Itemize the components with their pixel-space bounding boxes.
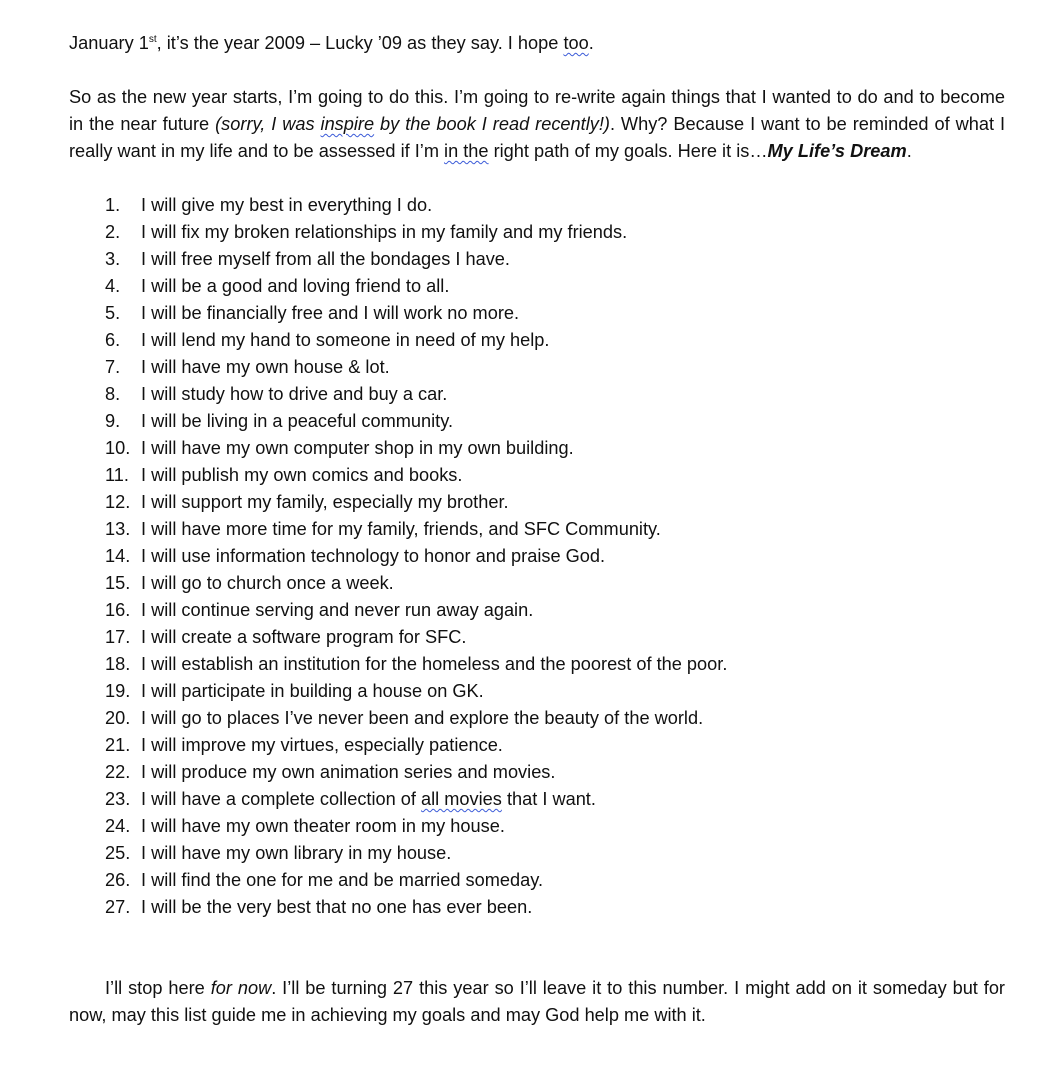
- list-text: I will find the one for me and be married someday.: [141, 870, 544, 890]
- list-number: 2.: [105, 222, 121, 242]
- closing-paragraph: I’ll stop here for now. I’ll be turning 27 this year so I’ll leave it to this number. I might add on it someday but for now, may this list guide me in achieving my goals and may God help me with it.: [69, 978, 1005, 1025]
- dream-list: [69, 192, 1005, 921]
- list-text: I will publish my own comics and books.: [141, 465, 463, 485]
- list-item: [69, 462, 1005, 489]
- list-item: [69, 894, 1005, 921]
- list-text: I will free myself from all the bondages I have.: [141, 249, 510, 269]
- list-number: 17.: [105, 627, 131, 647]
- list-item: [69, 705, 1005, 732]
- list-number: 14.: [105, 546, 131, 566]
- list-number: 6.: [105, 330, 121, 350]
- list-number: 26.: [105, 870, 131, 890]
- list-item: [69, 678, 1005, 705]
- list-text: I will improve my virtues, especially patience.: [141, 735, 503, 755]
- grammar-flag-in-the[interactable]: in the: [444, 141, 489, 161]
- list-item: [69, 624, 1005, 651]
- list-number: 24.: [105, 816, 131, 836]
- list-number: 20.: [105, 708, 131, 728]
- list-text: I will have my own house & lot.: [141, 357, 390, 377]
- list-text: I will have my own computer shop in my own building.: [141, 438, 574, 458]
- list-number: 16.: [105, 600, 131, 620]
- list-number: 4.: [105, 276, 121, 296]
- list-number: 10.: [105, 438, 131, 458]
- list-text: I will establish an institution for the homeless and the poorest of the poor.: [141, 654, 728, 674]
- list-number: 11.: [105, 465, 129, 485]
- list-text: I will give my best in everything I do.: [141, 195, 433, 215]
- list-item: [69, 192, 1005, 219]
- list-number: 18.: [105, 654, 131, 674]
- list-item: [69, 597, 1005, 624]
- list-item: [69, 354, 1005, 381]
- list-number: 23.: [105, 789, 131, 809]
- list-number: 1.: [105, 195, 121, 215]
- list-text: I will be financially free and I will work no more.: [141, 303, 520, 323]
- list-number: 3.: [105, 249, 121, 269]
- list-item: [69, 327, 1005, 354]
- list-text: I will participate in building a house on GK.: [141, 681, 484, 701]
- list-number: 27.: [105, 897, 131, 917]
- list-text: I will have my own library in my house.: [141, 843, 452, 863]
- list-number: 22.: [105, 762, 131, 782]
- list-item: [69, 840, 1005, 867]
- italic-aside: (sorry, I was inspire by the book I read recently!): [215, 114, 610, 134]
- grammar-flag-inspire[interactable]: inspire: [320, 114, 375, 134]
- italic-for-now: for now: [210, 978, 272, 998]
- list-text: I will be a good and loving friend to all.: [141, 276, 450, 296]
- list-text: I will have more time for my family, friends, and SFC Community.: [141, 519, 661, 539]
- intro-line: January 1st, it’s the year 2009 – Lucky ’09 as they say. I hope too.: [69, 33, 594, 53]
- list-text: I will go to places I’ve never been and explore the beauty of the world.: [141, 708, 704, 728]
- list-text: I will have my own theater room in my house.: [141, 816, 505, 836]
- list-item: [69, 219, 1005, 246]
- list-text: I will be the very best that no one has ever been.: [141, 897, 533, 917]
- list-item: [69, 273, 1005, 300]
- list-item: [69, 867, 1005, 894]
- list-item: [69, 732, 1005, 759]
- list-item: [69, 246, 1005, 273]
- list-item: 23. I will have a complete collection of all movies that I want.: [69, 786, 1005, 813]
- list-text: I will go to church once a week.: [141, 573, 394, 593]
- intro-date: January 1: [69, 33, 149, 53]
- intro-text: , it’s the year 2009 – Lucky ’09 as they say. I hope: [156, 33, 564, 53]
- list-number: 8.: [105, 384, 121, 404]
- list-number: 5.: [105, 303, 121, 323]
- list-number: 12.: [105, 492, 131, 512]
- list-text: I will lend my hand to someone in need of my help.: [141, 330, 550, 350]
- dream-title: My Life’s Dream: [767, 141, 907, 161]
- list-text: I will produce my own animation series and movies.: [141, 762, 556, 782]
- list-item: [69, 543, 1005, 570]
- list-text: I will study how to drive and buy a car.: [141, 384, 448, 404]
- list-number: 25.: [105, 843, 131, 863]
- list-item: [69, 570, 1005, 597]
- list-text: I will use information technology to honor and praise God.: [141, 546, 606, 566]
- intro-date-ordinal: st: [148, 34, 157, 45]
- list-number: 15.: [105, 573, 131, 593]
- list-text: I will fix my broken relationships in my family and my friends.: [141, 222, 628, 242]
- intro-paragraph: So as the new year starts, I’m going to do this. I’m going to re-write again things that I wanted to do and to become in the near future (sorry, I was inspire by the book I read recently!). Why? Because I want to be reminded of what I really want in my life and to be assessed if I’m in the right path of my goals. Here it is…My Life’s Dream.: [69, 87, 1006, 161]
- list-item: [69, 435, 1005, 462]
- document-page: [69, 30, 1005, 1029]
- list-text: I will be living in a peaceful community.: [141, 411, 454, 431]
- list-number: 19.: [105, 681, 131, 701]
- list-item: [69, 489, 1005, 516]
- list-item: [69, 813, 1005, 840]
- list-number: 7.: [105, 357, 121, 377]
- grammar-flag-all-movies[interactable]: all movies: [421, 789, 502, 809]
- list-number: 13.: [105, 519, 131, 539]
- list-item: [69, 516, 1005, 543]
- list-item: [69, 759, 1005, 786]
- spelling-flag-too[interactable]: too: [563, 33, 589, 53]
- list-item: [69, 300, 1005, 327]
- list-text: I will create a software program for SFC.: [141, 627, 467, 647]
- list-number: 21.: [105, 735, 131, 755]
- list-item: [69, 408, 1005, 435]
- list-item: [69, 651, 1005, 678]
- list-item: [69, 381, 1005, 408]
- list-text: I will support my family, especially my brother.: [141, 492, 509, 512]
- list-text: I will continue serving and never run away again.: [141, 600, 534, 620]
- list-number: 9.: [105, 411, 121, 431]
